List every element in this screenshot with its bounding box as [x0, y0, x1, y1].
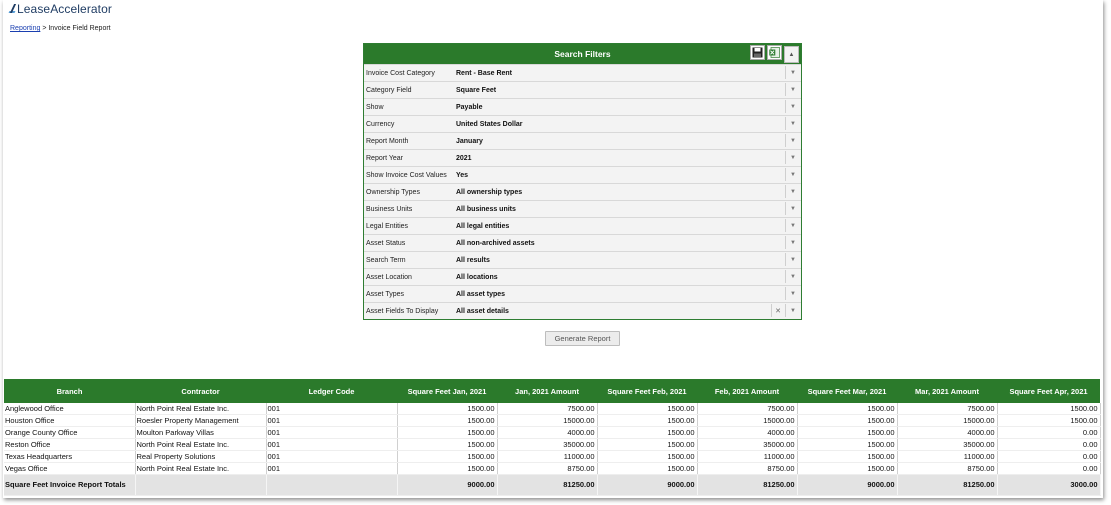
- lease-accelerator-logo: [8, 2, 112, 16]
- filter-toolbar: [750, 45, 799, 63]
- filter-value: All ownership types: [456, 188, 523, 196]
- table-cell: 1500.00: [797, 451, 897, 463]
- filter-row[interactable]: [364, 64, 801, 81]
- table-cell: 8750.00: [697, 463, 797, 475]
- table-cell: Houston Office: [4, 415, 135, 427]
- table-cell: 15000.00: [897, 415, 997, 427]
- chevron-down-icon[interactable]: ▼: [785, 66, 800, 79]
- chevron-up-icon: ▲: [788, 51, 795, 58]
- table-cell: 001: [266, 427, 397, 439]
- chevron-down-icon[interactable]: ▼: [785, 219, 800, 232]
- table-cell: 1500.00: [797, 403, 897, 415]
- table-cell: 1500.00: [397, 403, 497, 415]
- chevron-down-icon[interactable]: ▼: [785, 83, 800, 96]
- table-cell: North Point Real Estate Inc.: [135, 439, 266, 451]
- chevron-down-icon[interactable]: ▼: [785, 287, 800, 300]
- table-cell: 1500.00: [397, 427, 497, 439]
- logo-mark-icon: [8, 3, 16, 15]
- column-header[interactable]: Feb, 2021 Amount: [697, 379, 797, 403]
- table-row: [4, 439, 1100, 451]
- filter-rows: [364, 64, 801, 319]
- table-cell: 11000.00: [897, 451, 997, 463]
- table-cell: 1500.00: [597, 427, 697, 439]
- filter-value: January: [456, 137, 483, 145]
- chevron-down-icon[interactable]: ▼: [785, 270, 800, 283]
- table-cell: 7500.00: [897, 403, 997, 415]
- excel-export-icon: [769, 47, 780, 58]
- filter-row[interactable]: [364, 98, 801, 115]
- table-cell: 4000.00: [897, 427, 997, 439]
- filter-label: Show Invoice Cost Values: [366, 171, 447, 179]
- column-header[interactable]: Square Feet Feb, 2021: [597, 379, 697, 403]
- table-cell: 1500.00: [797, 415, 897, 427]
- table-cell: 0.00: [997, 439, 1100, 451]
- filter-value: Yes: [456, 171, 469, 179]
- save-icon: [752, 47, 763, 58]
- table-cell: 0.00: [997, 451, 1100, 463]
- table-cell: 7500.00: [497, 403, 597, 415]
- totals-label: Square Feet Invoice Report Totals: [4, 475, 135, 496]
- table-cell: 1500.00: [397, 451, 497, 463]
- table-cell: 1500.00: [597, 451, 697, 463]
- table-cell: 0.00: [997, 463, 1100, 475]
- table-cell: 1500.00: [797, 439, 897, 451]
- table-cell: 11000.00: [697, 451, 797, 463]
- filter-row[interactable]: [364, 302, 801, 319]
- filter-value: Payable: [456, 103, 483, 111]
- invoice-field-report-table: [4, 379, 1101, 496]
- table-cell: Texas Headquarters: [4, 451, 135, 463]
- filter-value: United States Dollar: [456, 120, 523, 128]
- table-cell: 001: [266, 463, 397, 475]
- table-cell: 15000.00: [697, 415, 797, 427]
- table-cell: 35000.00: [697, 439, 797, 451]
- table-cell: Real Property Solutions: [135, 451, 266, 463]
- column-header[interactable]: Branch: [4, 379, 135, 403]
- table-row: [4, 427, 1100, 439]
- table-cell: 1500.00: [597, 439, 697, 451]
- totals-row: [4, 475, 1100, 496]
- table-cell: Orange County Office: [4, 427, 135, 439]
- column-header[interactable]: Square Feet Jan, 2021: [397, 379, 497, 403]
- table-cell: 1500.00: [797, 463, 897, 475]
- filter-label: Asset Fields To Display: [366, 307, 439, 315]
- filter-value: 2021: [456, 154, 472, 162]
- filter-row[interactable]: [364, 268, 801, 285]
- filter-row[interactable]: [364, 200, 801, 217]
- filter-row[interactable]: [364, 166, 801, 183]
- filter-row[interactable]: [364, 285, 801, 302]
- chevron-down-icon[interactable]: ▼: [785, 168, 800, 181]
- totals-cell: 9000.00: [597, 475, 697, 496]
- table-cell: 1500.00: [397, 463, 497, 475]
- filter-label: Legal Entities: [366, 222, 409, 230]
- table-cell: 15000.00: [497, 415, 597, 427]
- table-cell: 001: [266, 403, 397, 415]
- chevron-down-icon[interactable]: ▼: [785, 134, 800, 147]
- breadcrumb-reporting-link[interactable]: Reporting: [10, 25, 41, 32]
- table-row: [4, 415, 1100, 427]
- column-header[interactable]: Square Feet Mar, 2021: [797, 379, 897, 403]
- totals-cell: 9000.00: [397, 475, 497, 496]
- filter-value: All non-archived assets: [456, 239, 535, 247]
- filter-value: All locations: [456, 273, 498, 281]
- search-filters-panel: [363, 43, 802, 320]
- chevron-down-icon[interactable]: ▼: [785, 253, 800, 266]
- filter-row[interactable]: [364, 234, 801, 251]
- chevron-down-icon[interactable]: ▼: [785, 304, 800, 317]
- table-cell: 1500.00: [597, 415, 697, 427]
- totals-empty-cell: [135, 475, 266, 496]
- table-cell: 1500.00: [997, 415, 1100, 427]
- table-cell: 4000.00: [497, 427, 597, 439]
- table-cell: 001: [266, 415, 397, 427]
- filter-row[interactable]: [364, 217, 801, 234]
- totals-cell: 3000.00: [997, 475, 1100, 496]
- totals-cell: 81250.00: [497, 475, 597, 496]
- table-cell: 1500.00: [397, 415, 497, 427]
- save-button[interactable]: [750, 45, 765, 60]
- table-cell: 001: [266, 451, 397, 463]
- table-cell: Anglewood Office: [4, 403, 135, 415]
- breadcrumb: [10, 25, 111, 32]
- filter-label: Report Year: [366, 154, 403, 162]
- filters-scroll-up-button[interactable]: [784, 46, 799, 63]
- filter-value: All asset details: [456, 307, 509, 315]
- clear-x-icon[interactable]: ✕: [771, 304, 784, 317]
- filter-label: Ownership Types: [366, 188, 420, 196]
- table-cell: 1500.00: [597, 403, 697, 415]
- search-filters-title: Search Filters: [554, 49, 611, 59]
- report-page: [3, 0, 1103, 498]
- filter-value: Square Feet: [456, 86, 497, 94]
- table-cell: 8750.00: [497, 463, 597, 475]
- table-cell: North Point Real Estate Inc.: [135, 403, 266, 415]
- table-cell: 11000.00: [497, 451, 597, 463]
- filter-label: Asset Location: [366, 273, 412, 281]
- filter-row[interactable]: [364, 81, 801, 98]
- filter-row[interactable]: [364, 251, 801, 268]
- chevron-down-icon[interactable]: ▼: [785, 151, 800, 164]
- table-cell: North Point Real Estate Inc.: [135, 463, 266, 475]
- filter-row[interactable]: [364, 115, 801, 132]
- table-cell: 4000.00: [697, 427, 797, 439]
- filter-label: Asset Status: [366, 239, 406, 247]
- table-cell: 7500.00: [697, 403, 797, 415]
- table-cell: 35000.00: [897, 439, 997, 451]
- table-cell: 1500.00: [797, 427, 897, 439]
- totals-cell: 81250.00: [897, 475, 997, 496]
- table-cell: Moulton Parkway Villas: [135, 427, 266, 439]
- filter-label: Show: [366, 103, 384, 111]
- table-row: [4, 403, 1100, 415]
- chevron-down-icon[interactable]: ▼: [785, 202, 800, 215]
- filter-label: Invoice Cost Category: [366, 69, 435, 77]
- chevron-down-icon[interactable]: ▼: [785, 117, 800, 130]
- column-header[interactable]: Jan, 2021 Amount: [497, 379, 597, 403]
- table-row: [4, 463, 1100, 475]
- table-cell: 1500.00: [997, 403, 1100, 415]
- filter-label: Currency: [366, 120, 395, 128]
- column-header[interactable]: Ledger Code: [266, 379, 397, 403]
- filter-label: Report Month: [366, 137, 409, 145]
- table-cell: Reston Office: [4, 439, 135, 451]
- filter-row[interactable]: [364, 149, 801, 166]
- totals-empty-cell: [266, 475, 397, 496]
- excel-export-button[interactable]: [767, 45, 782, 60]
- table-cell: 1500.00: [397, 439, 497, 451]
- table-cell: 001: [266, 439, 397, 451]
- table-cell: 1500.00: [597, 463, 697, 475]
- chevron-down-icon[interactable]: ▼: [785, 185, 800, 198]
- table-row: [4, 451, 1100, 463]
- table-cell: 8750.00: [897, 463, 997, 475]
- filter-row[interactable]: [364, 132, 801, 149]
- filter-row[interactable]: [364, 183, 801, 200]
- column-header[interactable]: Square Feet Apr, 2021: [997, 379, 1100, 403]
- filter-value: All results: [456, 256, 490, 264]
- filter-label: Business Units: [366, 205, 413, 213]
- filter-label: Asset Types: [366, 290, 405, 298]
- filter-value: All legal entities: [456, 222, 510, 230]
- filter-label: Category Field: [366, 86, 412, 94]
- chevron-down-icon[interactable]: ▼: [785, 100, 800, 113]
- column-header[interactable]: Contractor: [135, 379, 266, 403]
- column-header[interactable]: Mar, 2021 Amount: [897, 379, 997, 403]
- filter-label: Search Term: [366, 256, 406, 264]
- table-cell: Vegas Office: [4, 463, 135, 475]
- table-cell: 35000.00: [497, 439, 597, 451]
- table-header-row: [4, 379, 1100, 403]
- filter-value: Rent - Base Rent: [456, 69, 513, 77]
- totals-cell: 81250.00: [697, 475, 797, 496]
- logo-text: LeaseAccelerator: [17, 2, 112, 16]
- totals-cell: 9000.00: [797, 475, 897, 496]
- filter-value: All business units: [456, 205, 516, 213]
- breadcrumb-separator: >: [42, 25, 47, 32]
- chevron-down-icon[interactable]: ▼: [785, 236, 800, 249]
- breadcrumb-current: Invoice Field Report: [48, 25, 111, 32]
- filter-value: All asset types: [456, 290, 506, 298]
- search-filters-header: [364, 44, 801, 64]
- generate-report-button[interactable]: Generate Report: [545, 331, 620, 346]
- table-cell: 0.00: [997, 427, 1100, 439]
- table-cell: Roesler Property Management: [135, 415, 266, 427]
